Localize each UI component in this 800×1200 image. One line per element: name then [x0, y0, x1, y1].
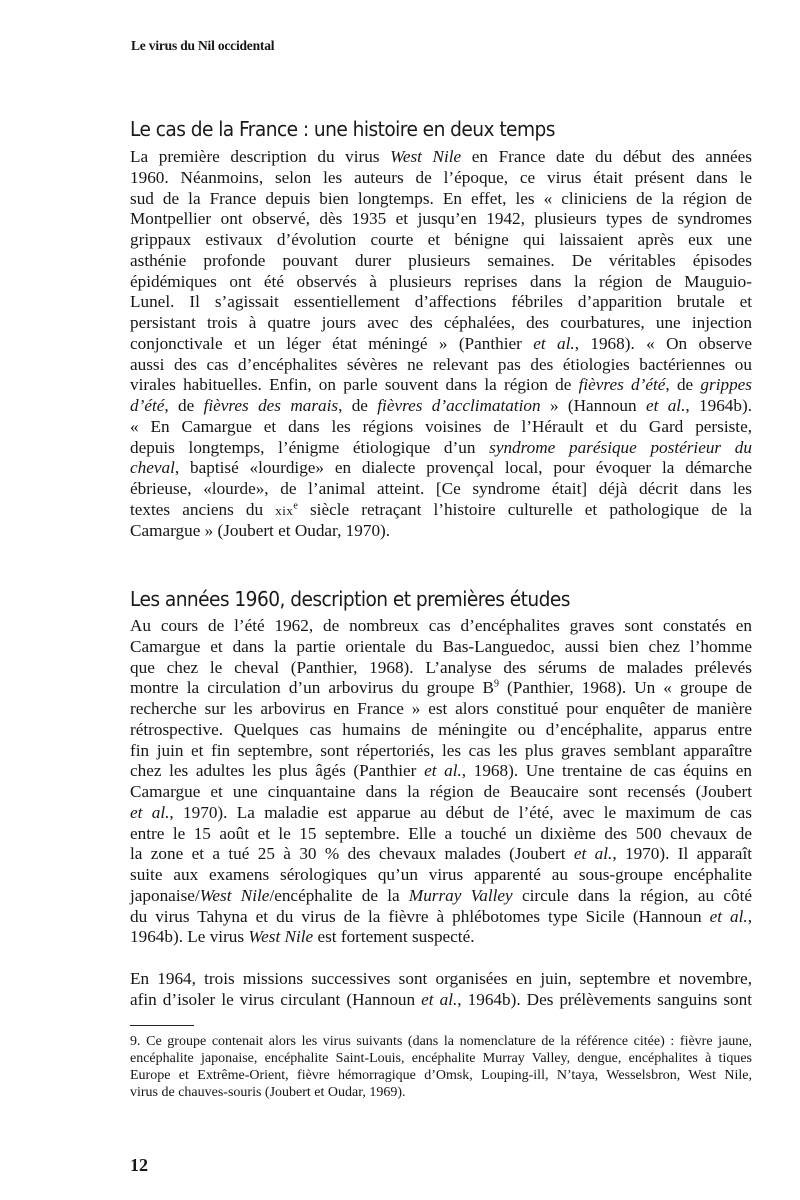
text-line: « En Camargue et dans les régions voisines de l’Hérault et du Gard persiste, [130, 416, 752, 436]
footnote-line: encéphalite japonaise, encéphalite Saint-Louis, encéphalite Murray Valley, dengue, encéphalites à tiques [130, 1051, 752, 1066]
text-line: asthénie profonde pouvant durer plusieurs semaines. De véritables épisodes [130, 250, 752, 270]
text-line: japonaise/West Nile/encéphalite de la Murray Valley circule dans la région, au côté [130, 885, 752, 905]
text-line: Lunel. Il s’agissait essentiellement d’affections fébriles d’apparition brutale et [130, 292, 752, 312]
text-line: grippaux estivaux d’évolution courte et bénigne qui laissaient après eux une [130, 230, 752, 249]
text-line: chez les adultes les plus âgés (Panthier et al., 1968). Une trentaine de cas équins en [130, 761, 753, 781]
footnote-line: Europe et Extrême-Orient, fièvre hémorragique d’Omsk, Louping-ill, N’taya, Wesselsbron, West Nile, [130, 1068, 752, 1083]
text-line: sud de la France depuis bien longtemps. En effet, les « cliniciens de la région de [130, 188, 752, 208]
text-line: 1960. Néanmoins, selon les auteurs de l’époque, ce virus était présent dans le [130, 167, 752, 187]
text-line: cheval, baptisé «lourdige» en dialecte provençal local, pour évoquer la démarche [130, 458, 752, 478]
text-line: afin d’isoler le virus circulant (Hannoun et al., 1964b). Des prélèvements sanguins sont [130, 989, 753, 1009]
text-line: Camargue » (Joubert et Oudar, 1970). [130, 520, 391, 540]
text-line: du virus Tahyna et du virus de la fièvre à phlébotomes type Sicile (Hannoun et al., [130, 906, 752, 926]
text-line: Camargue et dans la partie orientale du Bas-Languedoc, aussi bien chez l’homme [130, 636, 752, 656]
text-line: recherche sur les arbovirus en France » est alors constitué pour enquêter de manière [130, 699, 752, 718]
footnote-line: 9. Ce groupe contenait alors les virus suivants (dans la nomenclature de la référence citée) : fièvre jaune, [130, 1034, 752, 1049]
text-line: conjonctivale et un léger état méningé » (Panthier et al., 1968). « On observe [130, 333, 752, 353]
text-line: et al., 1970). La maladie est apparue au début de l’été, avec le maximum de cas [130, 802, 752, 822]
text-line: entre le 15 août et le 15 septembre. Elle a touché un dixième des 500 chevaux de [130, 823, 752, 843]
paragraph-1962-outbreak [130, 616, 752, 948]
paragraph-france-history [130, 147, 752, 541]
text-line: aussi des cas d’encéphalites sévères ne relevant pas des étiologies bactériennes ou [130, 354, 752, 374]
paragraph-1964-missions [130, 969, 752, 1011]
text-line: fin juin et fin septembre, sont répertoriés, les cas les plus graves semblant apparaître [130, 740, 752, 760]
text-line: la zone et a tué 25 à 30 % des chevaux malades (Joubert et al., 1970). Il apparaît [130, 844, 752, 864]
text-line: En 1964, trois missions successives sont organisées en juin, septembre et novembre, [130, 969, 752, 988]
text-line: d’été, de fièvres des marais, de fièvres d’acclimatation » (Hannoun et al., 1964b). [130, 396, 752, 415]
text-line: virales habituelles. Enfin, on parle souvent dans la région de fièvres d’été, de grippes [130, 375, 752, 395]
text-line: 1964b). Le virus West Nile est fortement suspecté. [130, 927, 475, 947]
section-heading-france: Le cas de la France : une histoire en deux temps [130, 116, 555, 141]
text-line: Montpellier ont observé, dès 1935 et jusqu’en 1942, plusieurs types de syndromes [130, 209, 752, 229]
footnote-separator [130, 1025, 194, 1026]
running-head: Le virus du Nil occidental [131, 38, 275, 53]
text-line: ébrieuse, «lourde», de l’animal atteint. [Ce syndrome était] déjà décrit dans les [130, 479, 752, 498]
text-line: depuis longtemps, l’énigme étiologique d’un syndrome parésique postérieur du [130, 437, 752, 457]
text-line: Au cours de l’été 1962, de nombreux cas d’encéphalites graves sont constatés en [130, 616, 752, 635]
text-line: rétrospective. Quelques cas humains de méningite ou d’encéphalite, apparus entre [130, 719, 752, 739]
text-line: épidémiques ont été observés à plusieurs reprises dans la région de Mauguio- [130, 271, 752, 291]
footnote-9 [130, 1033, 752, 1101]
text-line: que chez le cheval (Panthier, 1968). L’analyse des sérums de malades prélevés [130, 657, 752, 677]
text-line: Camargue et une cinquantaine dans la région de Beaucaire sont recensés (Joubert [130, 782, 752, 801]
text-line: montre la circulation d’un arbovirus du groupe $B^9$ (Panthier, 1968). Un « groupe de [130, 678, 752, 698]
page-number: 12 [130, 1155, 148, 1175]
text-line: suite aux examens sérologiques qu’un virus apparenté au sous-groupe encéphalite [130, 865, 752, 884]
section-heading-1960s: Les années 1960, description et premières études [130, 586, 570, 611]
text-line: textes anciens du xix$^e$ siècle retraçant l’histoire culturelle et pathologique de la [130, 499, 752, 519]
footnote-line: virus de chauves-souris (Joubert et Oudar, 1969). [130, 1085, 406, 1100]
text-line: La première description du virus West Nile en France date du début des années [130, 147, 752, 166]
text-line: persistant trois à quatre jours avec des céphalées, des courbatures, une injection [130, 313, 752, 332]
